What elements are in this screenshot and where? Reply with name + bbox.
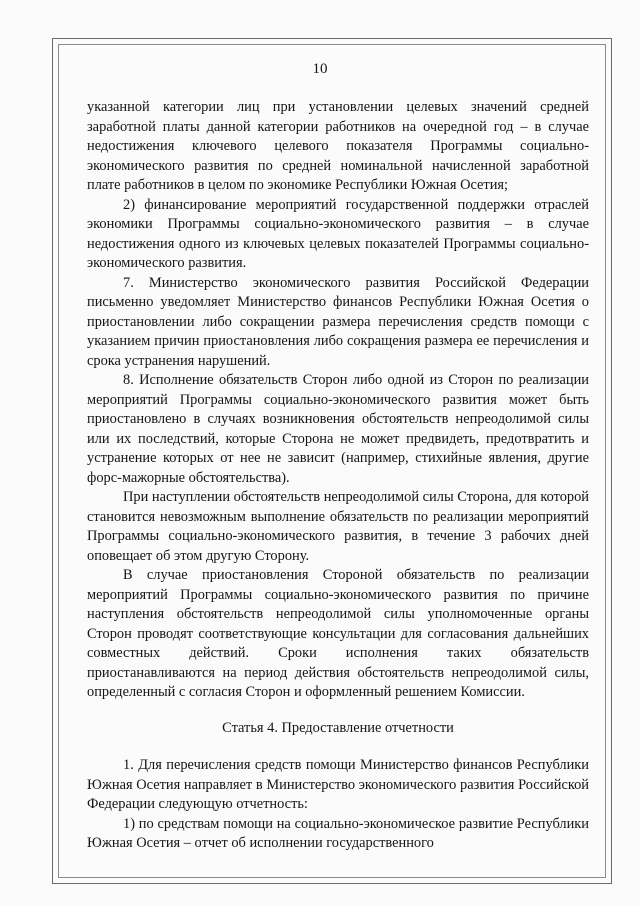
paragraph-section-4-clause-1: 1. Для перечисления средств помощи Министерство финансов Республики Южная Осетия направляет в Министерство экономического развития Российской Федерации следующую отчетность: bbox=[87, 757, 589, 812]
paragraph-section-4-item-1: 1) по средствам помощи на социально-экономическое развитие Республики Южная Осетия – отчет об исполнении государственного bbox=[87, 815, 589, 851]
paragraph-clause-7: 7. Министерство экономического развития Российской Федерации письменно уведомляет Министерство финансов Республики Южная Осетия о приостановлении либо сокращении размера перечисления средств помощи с указанием причин приостановления либо сокращения размера ее перечисления и срока устранения нарушений. bbox=[87, 274, 589, 369]
document-body bbox=[87, 98, 589, 854]
paragraph-continuation: указанной категории лиц при установлении целевых значений средней заработной платы данной категории работников на очередной год – в случае недостижения ключевого целевого показателя Программы социально-экономического развития по средней номинальной начисленной заработной плате работников в целом по экономике Республики Южная Осетия; bbox=[87, 99, 589, 193]
paragraph-item-2: 2) финансирование мероприятий государственной поддержки отраслей экономики Программы социально-экономического развития – в случае недостижения одного из ключевых целевых показателей Программы социально-экономического развития. bbox=[87, 196, 589, 271]
page-number: 10 bbox=[312, 61, 328, 77]
section-heading: Статья 4. Предоставление отчетности bbox=[222, 719, 454, 736]
paragraph-force-majeure-suspension: В случае приостановления Стороной обязательств по реализации мероприятий Программы социально-экономического развития по причине наступления обстоятельств непреодолимой силы уполномоченные органы Сторон проводят соответствующие консультации для согласования дальнейших совместных действий. Сроки исполнения таких обязательств приостанавливаются на период действия обстоятельств непреодолимой силы, определенный с согласия Сторон и оформленный решением Комиссии. bbox=[87, 567, 589, 700]
paragraph-force-majeure-notice: При наступлении обстоятельств непреодолимой силы Сторона, для которой становится невозможным выполнение обязательств по реализации мероприятий Программы социально-экономического развития, в течение 3 рабочих дней оповещает об этом другую Сторону. bbox=[87, 489, 589, 564]
paragraph-clause-8: 8. Исполнение обязательств Сторон либо одной из Сторон по реализации мероприятий Программы социально-экономического развития может быть приостановлено в случаях возникновения обстоятельств непреодолимой силы или их последствий, которые Сторона не может предвидеть, предотвратить и устранение которых от нее не зависит (например, стихийные явления, другие форс-мажорные обстоятельства). bbox=[87, 372, 589, 486]
